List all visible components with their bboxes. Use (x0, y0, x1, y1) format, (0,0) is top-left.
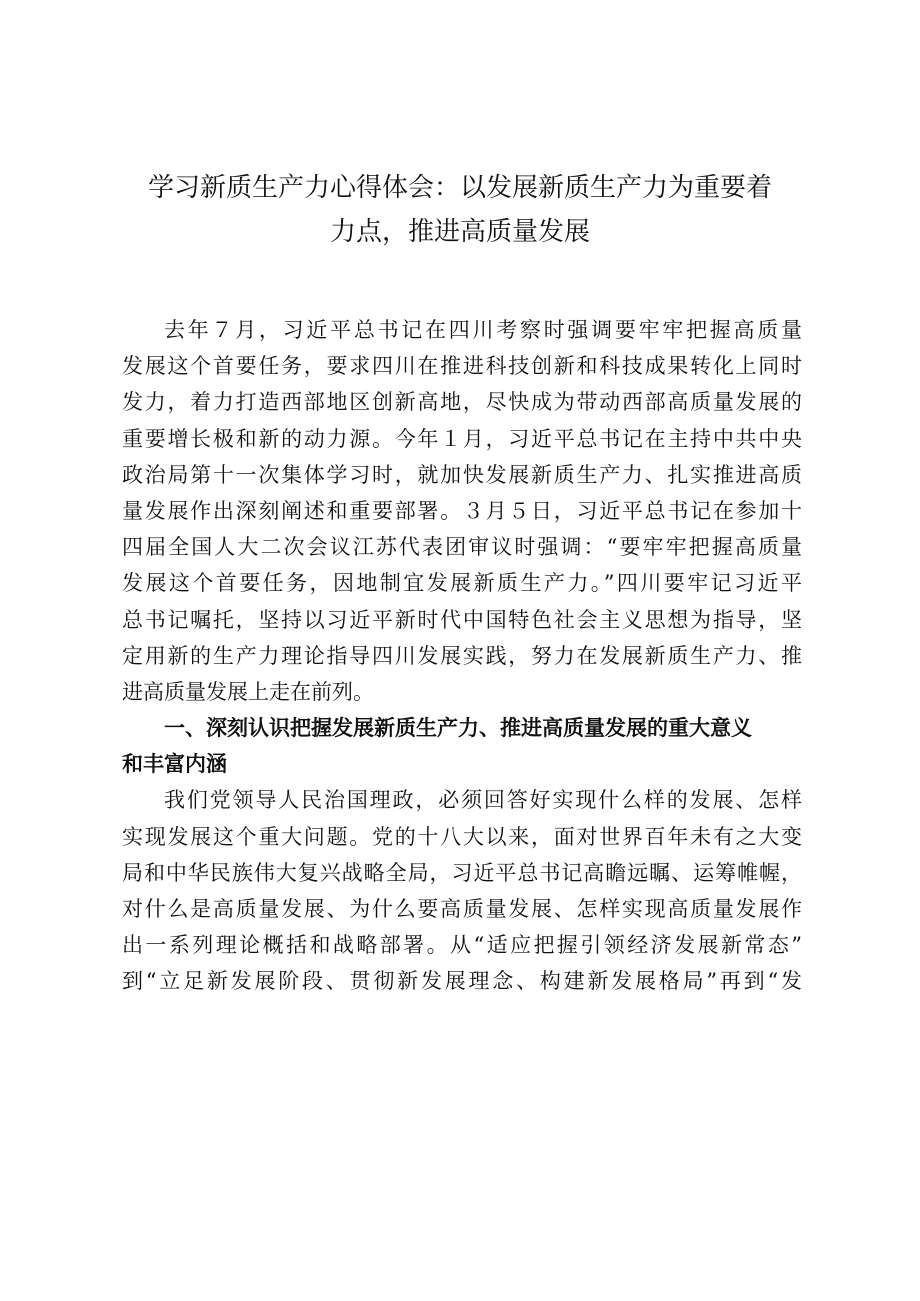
text-line: 去年７月，习近平总书记在四川考察时强调要牢牢把握高质量 (164, 318, 802, 342)
paragraph-section-1 (122, 782, 802, 999)
title-line: 学习新质生产力心得体会：以发展新质生产力为重要着 (147, 173, 772, 203)
document-body (122, 312, 802, 1000)
text-line: 局和中华民族伟大复兴战略全局，习近平总书记高瞻远瞩、运筹帷幄， (122, 860, 802, 885)
text-line: 政治局第十一次集体学习时，就加快发展新质生产力、扎实推进高质 (122, 462, 802, 487)
text-line: 总书记嘱托，坚持以习近平新时代中国特色社会主义思想为指导，坚 (122, 607, 802, 632)
heading-line: 和丰富内涵 (122, 752, 227, 777)
text-line: 出一系列理论概括和战略部署。从“适应把握引领经济发展新常态” (122, 933, 802, 958)
text-line: 进高质量发展上走在前列。 (122, 679, 374, 704)
text-line: 发力，着力打造西部地区创新高地，尽快成为带动西部高质量发展的 (122, 390, 802, 415)
title-line: 力点，推进高质量发展 (329, 217, 590, 247)
heading-line: 一、深刻认识把握发展新质生产力、推进高质量发展的重大意义 (164, 716, 752, 741)
text-line: 量发展作出深刻阐述和重要部署。３月５日，习近平总书记在参加十 (122, 498, 802, 523)
text-line: 定用新的生产力理论指导四川发展实践，努力在发展新质生产力、推 (122, 643, 802, 668)
text-line: 到“立足新发展阶段、贯彻新发展理念、构建新发展格局”再到“发 (122, 969, 802, 994)
section-heading (122, 710, 802, 782)
text-line: 发展这个首要任务，要求四川在推进科技创新和科技成果转化上同时 (122, 354, 802, 379)
text-line: 对什么是高质量发展、为什么要高质量发展、怎样实现高质量发展作 (122, 897, 802, 921)
paragraph-intro (122, 312, 802, 710)
text-line: 发展这个首要任务，因地制宜发展新质生产力。”四川要牢记习近平 (122, 571, 802, 596)
text-line: 重要增长极和新的动力源。今年１月，习近平总书记在主持中共中央 (122, 426, 802, 451)
text-line: 实现发展这个重大问题。党的十八大以来，面对世界百年未有之大变 (122, 824, 802, 849)
document-title (100, 166, 820, 254)
text-line: 四届全国人大二次会议江苏代表团审议时强调：“要牢牢把握高质量 (122, 535, 802, 560)
text-line: 我们党领导人民治国理政，必须回答好实现什么样的发展、怎样 (164, 788, 802, 813)
